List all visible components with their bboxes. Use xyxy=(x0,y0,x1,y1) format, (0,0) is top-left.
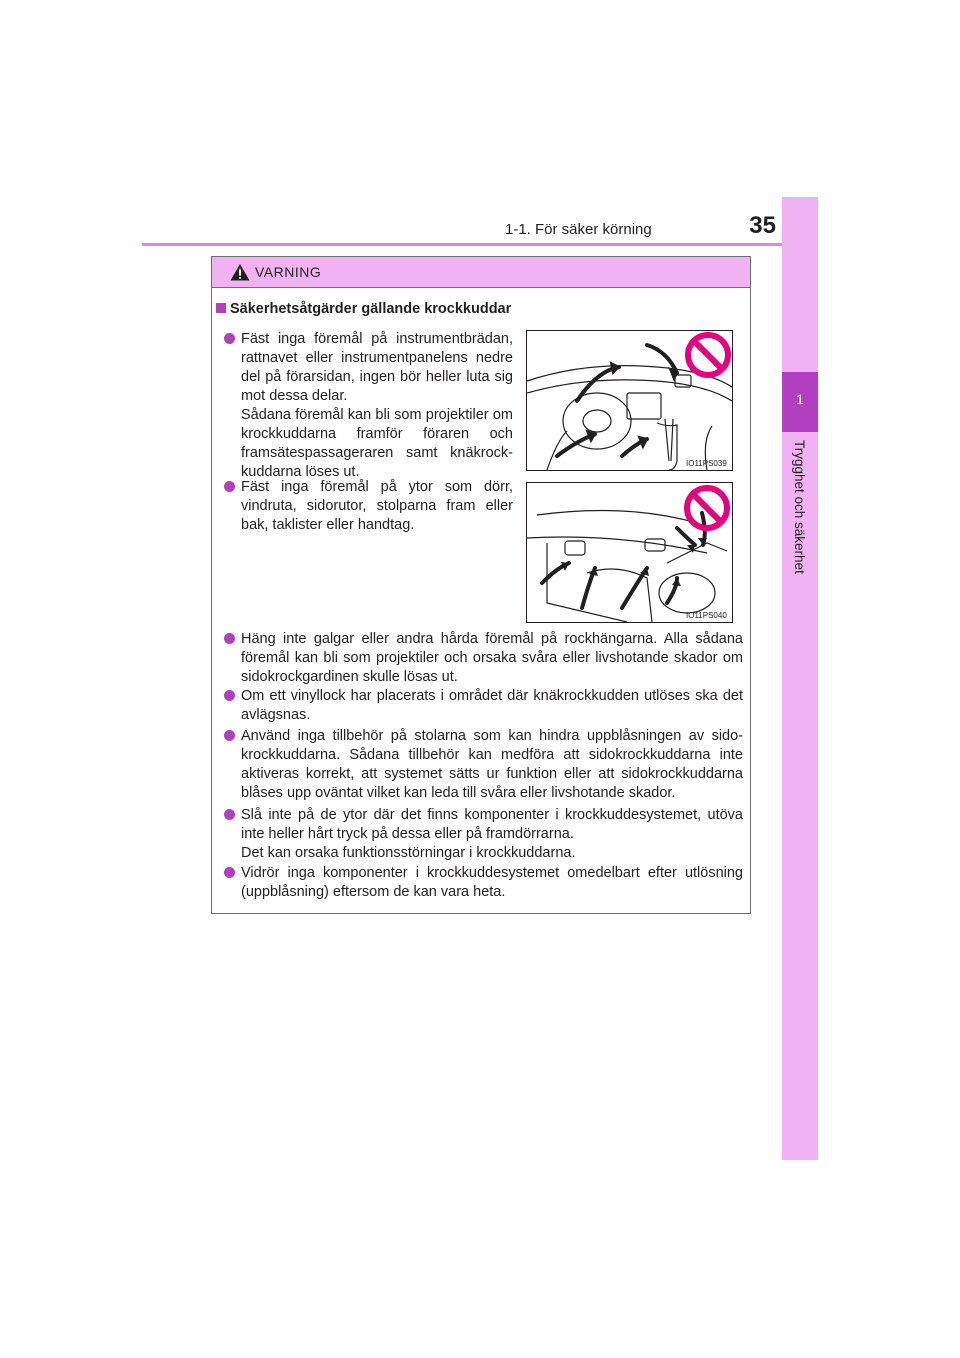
bullet-dot-icon xyxy=(224,333,235,344)
bullet-text: Häng inte galgar eller andra hårda föremål på rockhängarna. Alla sådana föremål kan bli som projektiler och orsaka svåra eller livshotande skador om sidokrockgardinen skulle lösas ut. xyxy=(241,631,743,685)
interior-illustration xyxy=(526,482,733,623)
interior-drawing xyxy=(527,483,732,622)
figure-code: IO11PS039 xyxy=(686,459,727,468)
square-bullet-icon xyxy=(216,303,226,313)
section-title: 1-1. För säker körning xyxy=(505,221,652,238)
warning-heading: VARNING xyxy=(255,264,322,280)
bullet-dot-icon xyxy=(224,730,235,741)
prohibition-icon xyxy=(688,335,728,375)
chapter-label: Trygghet och säkerhet xyxy=(792,440,807,574)
bullet-text: Använd inga tillbehör på stolarna som kan hindra uppblåsningen av sido-krockkuddarna. Sådana tillbehör kan medföra att sidokrockkuddarna inte aktiveras korrekt, att systemet sätts ur funktion eller att sidokrockkuddarna blåses upp oväntat vilket kan leda till svåra eller livshotande skador. xyxy=(241,728,743,801)
chapter-number: 1 xyxy=(796,391,804,407)
bullet-dot-icon xyxy=(224,690,235,701)
bullet-dot-icon xyxy=(224,809,235,820)
prohibition-icon xyxy=(687,488,727,528)
page-number: 35 xyxy=(749,212,776,239)
dashboard-illustration xyxy=(526,330,733,471)
section-heading-text: Säkerhetsåtgärder gällande krockkuddar xyxy=(230,301,512,317)
bullet-text: Vidrör inga komponenter i krockkuddesystemet omedelbart efter utlösning (uppblåsning) eftersom de kan vara heta. xyxy=(241,865,743,900)
bullet-text: Om ett vinyllock har placerats i området där knäkrockkudden utlöses ska det avlägsnas. xyxy=(241,688,743,723)
dashboard-drawing xyxy=(527,331,732,470)
bullet-dot-icon xyxy=(224,481,235,492)
bullet-text: Slå inte på de ytor där det finns komponenter i krockkuddesystemet, utöva inte heller hårt tryck på dessa eller på framdörrarna. xyxy=(241,807,743,842)
bullet-dot-icon xyxy=(224,867,235,878)
chapter-side-tab xyxy=(782,197,818,1160)
bullet-text: Fäst inga föremål på instrumentbrädan, rattnavet eller instrumentpanelens nedre del på förarsidan, ingen bör heller luta sig mot dessa delar. xyxy=(241,331,513,404)
bullet-text: Sådana föremål kan bli som projektiler om krockkuddarna framför föraren och framsätespassageraren samt knäkrock-kuddarna löses ut. xyxy=(241,407,513,480)
bullet-dot-icon xyxy=(224,633,235,644)
header-rule xyxy=(142,243,782,246)
figure-code: IO11PS040 xyxy=(686,611,727,620)
warning-triangle-icon xyxy=(230,263,250,281)
bullet-text: Det kan orsaka funktionsstörningar i krockkuddarna. xyxy=(241,845,576,861)
section-heading xyxy=(216,301,511,317)
warning-header xyxy=(212,257,750,288)
bullet-text: Fäst inga föremål på ytor som dörr, vindruta, sidorutor, stolparna fram eller bak, taklister eller handtag. xyxy=(241,479,513,533)
